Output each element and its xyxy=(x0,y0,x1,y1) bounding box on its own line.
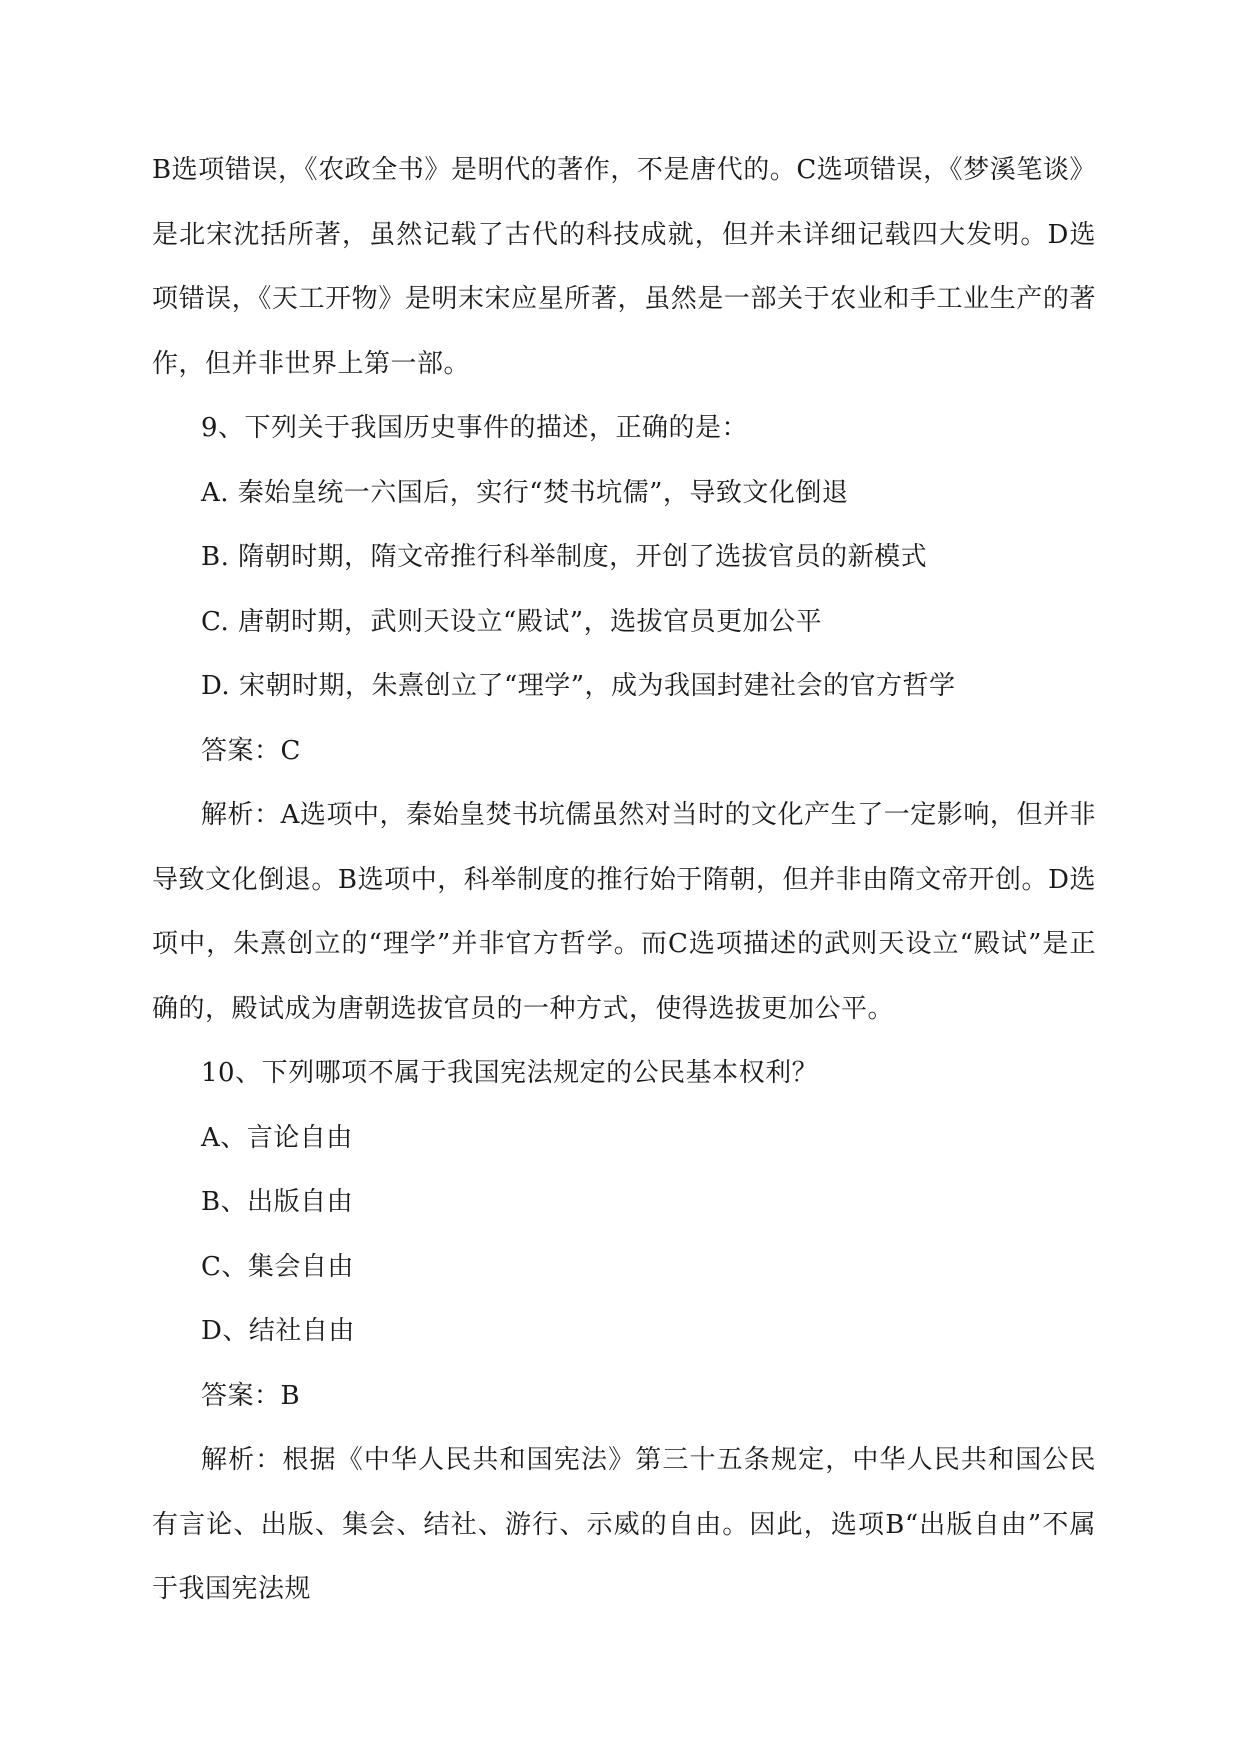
q10-option-c: C、集会自由 xyxy=(201,1251,354,1282)
question-9: 9、下列关于我国历史事件的描述，正确的是： xyxy=(201,413,749,443)
q9-option-a: A. 秦始皇统一六国后，实行“焚书坑儒”，导致文化倒退 xyxy=(201,477,849,508)
q10-explanation: 解析：根据《中华人民共和国宪法》第三十五条规定，中华人民共和国公民有言论、出版、集会、结社、游行、示威的自由。因此，选项B“出版自由”不属于我国宪法规 xyxy=(152,1445,1096,1604)
q10-option-a: A、言论自由 xyxy=(201,1122,353,1153)
q10-option-b: B、出版自由 xyxy=(201,1187,354,1217)
q9-option-c: C. 唐朝时期，武则天设立“殿试”，选拔官员更加公平 xyxy=(201,606,823,637)
q9-option-b: B. 隋朝时期，隋文帝推行科举制度，开创了选拔官员的新模式 xyxy=(201,542,928,572)
question-10: 10、下列哪项不属于我国宪法规定的公民基本权利？ xyxy=(201,1058,819,1088)
q10-option-d: D、结社自由 xyxy=(201,1316,355,1346)
q9-option-d: D. 宋朝时期，朱熹创立了“理学”，成为我国封建社会的官方哲学 xyxy=(201,671,956,701)
q10-answer: 答案：B xyxy=(201,1380,301,1411)
previous-explanation: B选项错误，《农政全书》是明代的著作，不是唐代的。C选项错误，《梦溪笔谈》是北宋沈括所著，虽然记载了古代的科技成就，但并未详细记载四大发明。D选项错误，《天工开物》是明末宋应星所著，虽然是一部关于农业和手工业生产的著作，但并非世界上第一部。 xyxy=(152,155,1096,379)
q9-answer: 答案：C xyxy=(201,735,301,766)
document-page xyxy=(152,138,1096,1622)
q9-explanation: 解析：A选项中，秦始皇焚书坑儒虽然对当时的文化产生了一定影响，但并非导致文化倒退。B选项中，科举制度的推行始于隋朝，但并非由隋文帝开创。D选项中，朱熹创立的“理学”并非官方哲学。而C选项描述的武则天设立“殿试”是正确的，殿试成为唐朝选拔官员的一种方式，使得选拔更加公平。 xyxy=(152,800,1096,1024)
